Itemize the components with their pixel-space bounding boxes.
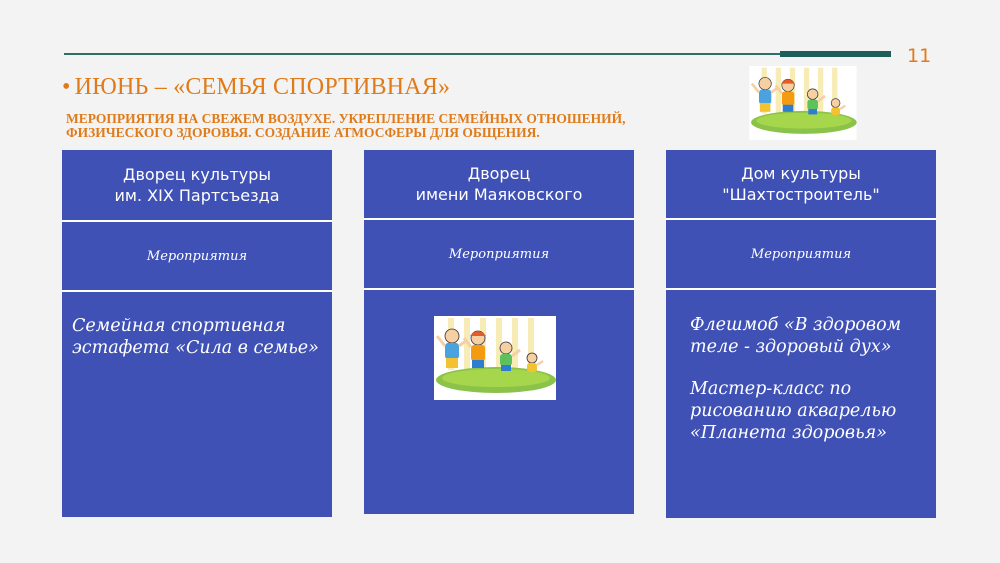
title-bullet: • <box>62 74 71 100</box>
events-body <box>364 288 634 514</box>
header-rule <box>64 53 780 55</box>
venue-title-line2: "Шахтостроитель" <box>722 185 880 204</box>
event-item: Флешмоб «В здоровом теле - здоровый дух» <box>690 315 902 357</box>
venue-title-line1: Дом культуры <box>741 164 861 183</box>
venue-column-2 <box>364 150 634 514</box>
events-body <box>62 290 332 517</box>
venue-column-3 <box>666 150 936 518</box>
events-subheader: Мероприятия <box>666 218 936 288</box>
venue-title-line1: Дворец <box>467 164 531 183</box>
venue-header <box>364 150 634 218</box>
page-title <box>62 74 450 101</box>
header-rule-accent <box>780 51 891 57</box>
event-item: Семейная спортивная эстафета «Сила в семье» <box>72 316 319 358</box>
venue-header <box>62 150 332 220</box>
venue-column-1 <box>62 150 332 517</box>
event-item: Мастер-класс по рисованию акварелью «Планета здоровья» <box>690 379 897 443</box>
venue-title-line2: им. XIX Партсъезда <box>114 186 280 205</box>
family-exercise-illustration <box>742 66 864 140</box>
title-text: ИЮНЬ – «СЕМЬЯ СПОРТИВНАЯ» <box>74 74 451 100</box>
events-subheader: Мероприятия <box>364 218 634 288</box>
page-number: 11 <box>907 45 932 67</box>
family-exercise-illustration <box>434 316 556 400</box>
venue-title-line1: Дворец культуры <box>122 165 272 184</box>
venue-title-line2: имени Маяковского <box>415 185 583 204</box>
events-body <box>666 288 936 518</box>
subtitle: МЕРОПРИЯТИЯ НА СВЕЖЕМ ВОЗДУХЕ. УКРЕПЛЕНИЕ СЕМЕЙНЫХ ОТНОШЕНИЙ, ФИЗИЧЕСКОГО ЗДОРОВЬЯ. СОЗДАНИЕ АТМОСФЕРЫ ДЛЯ ОБЩЕНИЯ. <box>66 111 626 140</box>
events-subheader: Мероприятия <box>62 220 332 290</box>
venue-header <box>666 150 936 218</box>
